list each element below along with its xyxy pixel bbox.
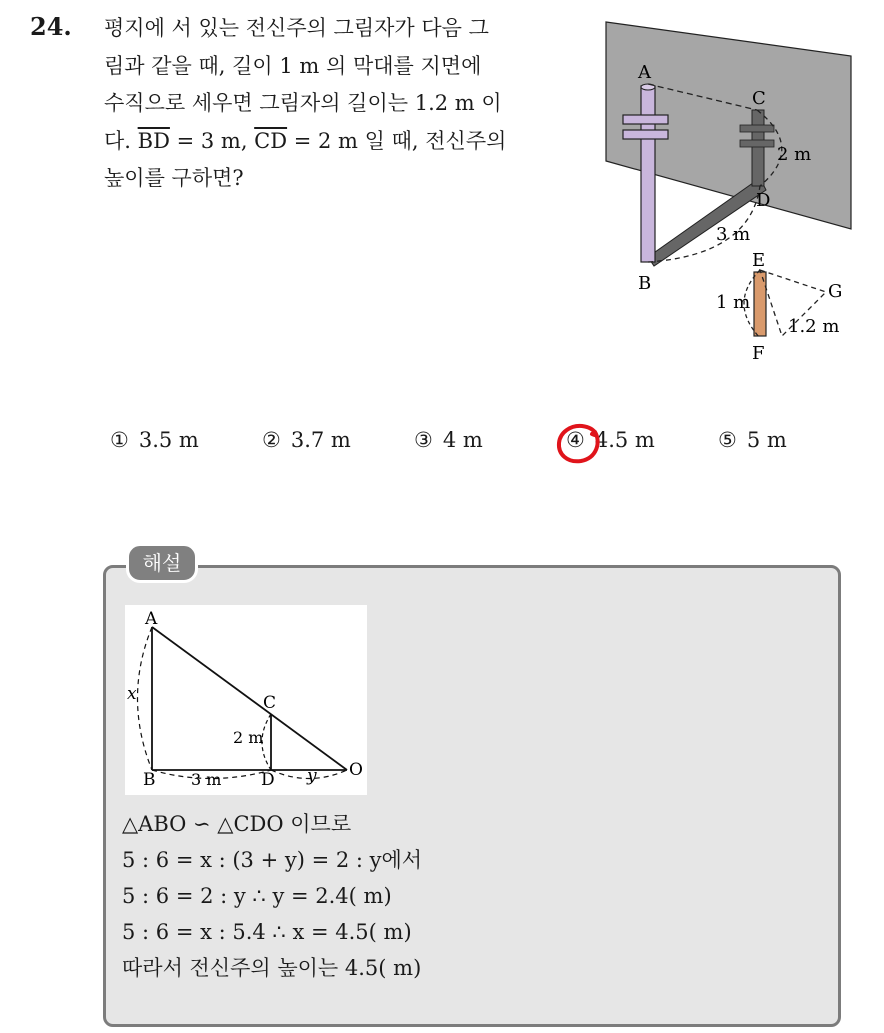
question-line-1: 평지에 서 있는 전신주의 그림자가 다음 그	[104, 16, 489, 40]
segment-bd: $\overline{BD}$	[137, 128, 170, 153]
question-text	[104, 10, 584, 198]
choice-3-mark: ③	[414, 428, 433, 452]
dim-label-ef: 1 m	[716, 292, 751, 313]
solution-tag: 해설	[126, 543, 198, 583]
selected-answer-circle-icon	[555, 422, 603, 466]
label-b: B	[638, 273, 652, 294]
wall-shadow-arm-1	[740, 125, 774, 132]
line4-middle: = 3 m,	[169, 128, 255, 153]
solution-text	[122, 806, 422, 986]
answer-choices	[110, 428, 830, 464]
label-b: B	[143, 770, 156, 790]
choice-1-text: 3.5 m	[138, 428, 199, 452]
solution-line-1: △ABO ∽ △CDO 이므로	[122, 812, 352, 836]
label-f: F	[752, 343, 765, 364]
label-g: G	[828, 281, 843, 302]
label-o: O	[349, 760, 363, 780]
circle-stroke	[559, 426, 598, 461]
solution-line-4: 5 : 6 = x : 5.4 ∴ x = 4.5( m)	[122, 920, 412, 944]
question-number: 24.	[30, 12, 72, 41]
choice-2[interactable]	[262, 428, 351, 452]
similar-triangles-figure	[125, 605, 367, 795]
dim-label-cd: 2 m	[233, 728, 264, 747]
pole	[641, 86, 655, 262]
question-line-4	[104, 123, 584, 161]
wall-shadow-arm-2	[740, 140, 774, 147]
label-e: E	[752, 250, 766, 271]
question-line-5: 높이를 구하면?	[104, 166, 244, 190]
dim-label-bd: 3 m	[716, 224, 751, 245]
solution-line-5: 따라서 전신주의 높이는 4.5( m)	[122, 956, 422, 980]
dim-label-y: y	[307, 766, 317, 786]
dim-label-bd: 3 m	[191, 770, 222, 789]
question-line-3: 수직으로 세우면 그림자의 길이는 1.2 m 이	[104, 91, 502, 115]
label-d: D	[756, 190, 771, 211]
segment-cd: $\overline{CD}$	[254, 128, 288, 153]
question-line-2: 림과 같을 때, 길이 1 m 의 막대를 지면에	[104, 53, 482, 78]
choice-3-text: 4 m	[442, 428, 483, 452]
choice-4-mark: ④	[566, 428, 585, 452]
wall-shadow	[752, 110, 764, 186]
choice-4-text: 4.5 m	[594, 428, 655, 452]
line4-prefix: 다.	[104, 128, 138, 153]
label-a: A	[145, 609, 158, 629]
label-a: A	[638, 62, 651, 83]
choice-2-text: 3.7 m	[290, 428, 351, 452]
dim-label-x: x	[127, 684, 137, 704]
label-c: C	[752, 88, 766, 109]
solution-line-3: 5 : 6 = 2 : y ∴ y = 2.4( m)	[122, 884, 392, 908]
choice-3[interactable]	[414, 428, 483, 452]
label-d: D	[261, 770, 275, 790]
pole-arm-1	[623, 115, 668, 124]
dim-label-fg: 1.2 m	[788, 316, 840, 337]
solution-line-2: 5 : 6 = x : (3 + y) = 2 : y에서	[122, 848, 423, 872]
pole-arm-2	[623, 130, 668, 139]
line4-suffix: = 2 m 일 때, 전신주의	[287, 128, 507, 153]
choice-5[interactable]	[718, 428, 787, 452]
choice-5-mark: ⑤	[718, 428, 737, 452]
choice-1[interactable]	[110, 428, 199, 452]
choice-2-mark: ②	[262, 428, 281, 452]
ground-shadow	[648, 178, 766, 266]
choice-5-text: 5 m	[746, 428, 787, 452]
dim-label-cd: 2 m	[777, 144, 812, 165]
choice-1-mark: ①	[110, 428, 129, 452]
label-c: C	[263, 693, 277, 713]
pole-shadow-figure	[600, 18, 856, 368]
